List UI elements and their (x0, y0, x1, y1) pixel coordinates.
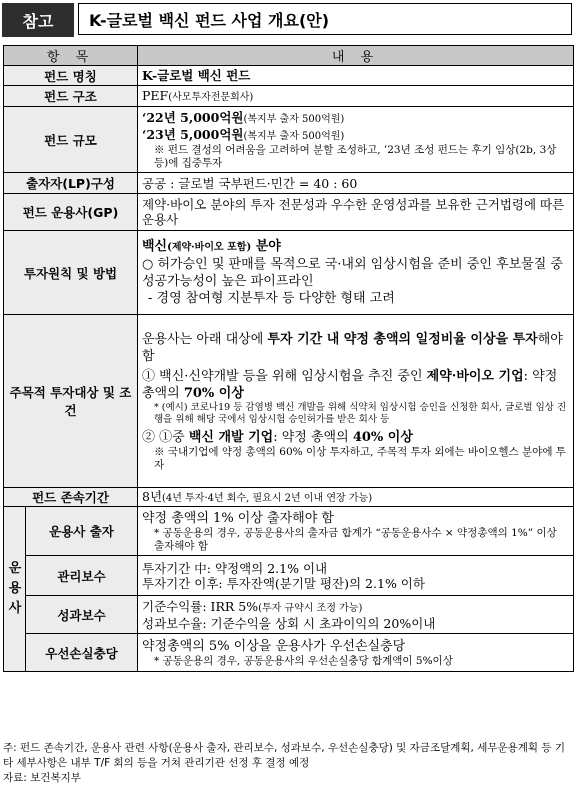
perf-fee-line-1-detail: (투자 규약시 조정 가능) (258, 602, 363, 614)
target-item-1-emphasis: 제약·바이오 기업 (426, 368, 524, 384)
fund-structure-value: PEF (142, 87, 169, 103)
table-row (4, 315, 574, 488)
row-label-target: 주목적 투자대상 및 조건 (4, 315, 138, 488)
row-label-duration: 펀드 존속기간 (4, 488, 138, 507)
target-item-1-text: : 약정 총액의 (142, 368, 558, 401)
table-row (4, 507, 574, 556)
loss-note: * 공동운용의 경우, 공동운용사의 우선손실충당 합계액이 5%이상 (154, 654, 453, 667)
fund-structure-cell (138, 86, 574, 107)
table-row (4, 556, 574, 596)
row-label-perf-fee: 성과보수 (26, 596, 138, 634)
principle-title: 백신 (142, 239, 168, 254)
target-item-2-emphasis: 백신 개발 기업 (188, 429, 274, 445)
row-label-contribution: 운용사 출자 (26, 507, 138, 556)
target-intro-emphasis: 투자 기간 내 약정 총액의 일정비율 이상을 투자 (267, 331, 538, 347)
fund-size-2023: ‘23년 5,000억원 (142, 126, 244, 142)
table-row (4, 173, 574, 194)
table-row (4, 596, 574, 634)
reference-tag: 참고 (2, 3, 74, 37)
principle-cell (138, 231, 574, 315)
table-header-row (4, 46, 574, 66)
target-item-2-text: : 약정 총액의 (273, 429, 353, 445)
row-label-fund-structure: 펀드 구조 (4, 86, 138, 107)
row-label-principle: 투자원칙 및 방법 (4, 231, 138, 315)
row-label-lp: 출자자(LP)구성 (4, 173, 138, 194)
table-row (4, 107, 574, 173)
target-intro: 운용사는 아래 대상에 (142, 331, 268, 347)
fund-size-2022-detail: (복지부 출자 500억원) (243, 113, 345, 125)
mgmt-fee-line-1: 투자기간 中: 약정액의 2.1% 이내 (142, 560, 328, 576)
title-bar (2, 3, 574, 37)
overview-table (3, 45, 574, 672)
target-item-2-note: ※ 국내기업에 약정 총액의 60% 이상 투자하고, 주목적 투자 외에는 바이오헬스 분야에 투자 (154, 445, 566, 471)
contribution-cell (138, 507, 574, 556)
loss-cell (138, 634, 574, 672)
fund-structure-detail: (사모투자전문회사) (168, 91, 254, 103)
footer-note: 주: 펀드 존속기간, 운용사 관련 사항(운용사 출자, 관리보수, 성과보수, 우선손실충당) 및 자금조달계획, 세무운용계획 등 기타 세부사항은 내부 T/F 회의 등을 거쳐 관리기관 선정 후 결정 예정 (3, 742, 566, 769)
target-item-1-ratio: 70% 이상 (183, 385, 244, 401)
target-item-1: ① 백신·신약개발 등을 위해 임상시험을 추진 중인 (142, 368, 427, 384)
contribution-value: 약정 총액의 1% 이상 출자해야 함 (142, 510, 334, 526)
target-item-2: ② ①중 (142, 429, 189, 445)
table-row (4, 231, 574, 315)
row-label-mgmt-fee: 관리보수 (26, 556, 138, 596)
duration-cell (138, 488, 574, 507)
target-item-1-note: * (예시) 코로나19 등 감염병 백신 개발을 위해 식약처 임상시험 승인을 신청한 회사, 글로벌 임상 진행을 위해 해당 국에서 임상시험 승인허가를 받은 회사 등 (154, 401, 567, 425)
perf-fee-cell (138, 596, 574, 634)
table-row (4, 488, 574, 507)
page-title: K-글로벌 백신 펀드 사업 개요(안) (78, 3, 572, 35)
row-label-loss: 우선손실충당 (26, 634, 138, 672)
fund-size-2023-detail: (복지부 출자 500억원) (243, 130, 345, 142)
header-item: 항 목 (4, 46, 138, 66)
principle-bullet-2: - 경영 참여형 지분투자 등 다양한 형태 고려 (148, 291, 395, 306)
fund-size-note: ※ 펀드 결성의 어려움을 고려하여 분할 조성하고, ’23년 조성 펀드는 후기 임상(2b, 3상 등)에 집중투자 (154, 143, 557, 169)
gp-value: 제약·바이오 분야의 투자 전문성과 우수한 운영성과를 보유한 근거법령에 따른 운용사 (138, 194, 574, 231)
perf-fee-line-2: 성과보수율: 기준수익을 상회 시 초과이익의 20%이내 (142, 615, 436, 631)
footer (3, 741, 573, 786)
loss-value: 약정총액의 5% 이상을 운용사가 우선손실충당 (142, 638, 406, 654)
table-row (4, 194, 574, 231)
lp-value: 공공 : 글로벌 국부펀드·민간 = 40 : 60 (138, 173, 574, 194)
duration-value: 8년 (142, 488, 163, 504)
table-row (4, 86, 574, 107)
fund-name-value: K-글로벌 백신 펀드 (138, 66, 574, 86)
table-row (4, 634, 574, 672)
mgmt-fee-cell (138, 556, 574, 596)
target-item-2-ratio: 40% 이상 (352, 429, 413, 445)
fund-size-2022: ‘22년 5,000억원 (142, 109, 244, 125)
principle-title-tail: 분야 (251, 239, 281, 254)
operator-group-label (4, 507, 26, 672)
table-row (4, 66, 574, 86)
header-content: 내 용 (138, 46, 574, 66)
perf-fee-line-1: 기준수익률: IRR 5% (142, 598, 259, 614)
target-cell (138, 315, 574, 488)
row-label-gp: 펀드 운용사(GP) (4, 194, 138, 231)
row-label-fund-size: 펀드 규모 (4, 107, 138, 173)
duration-detail: (4년 투자·4년 회수, 필요시 2년 이내 연장 가능) (162, 492, 373, 504)
mgmt-fee-line-2: 투자기간 이후: 투자잔액(분기말 평잔)의 2.1% 이하 (142, 575, 425, 591)
target-intro-tail: 해야 함 (142, 331, 563, 364)
row-label-fund-name: 펀드 명칭 (4, 66, 138, 86)
principle-title-detail: (제약·바이오 포함) (167, 242, 252, 253)
footer-source: 자료: 보건복지부 (3, 772, 81, 784)
fund-size-cell (138, 107, 574, 173)
operator-group-text: 운용사 (8, 561, 22, 616)
contribution-note: * 공동운용의 경우, 공동운용사의 출자금 합계가 “공동운용사수 × 약정총액의 1%” 이상 출자해야 함 (154, 526, 557, 552)
principle-bullet-1: ○ 허가승인 및 판매를 목적으로 국·내외 임상시험을 준비 중인 후보물질 중 성공가능성이 높은 파이프라인 (142, 257, 563, 289)
